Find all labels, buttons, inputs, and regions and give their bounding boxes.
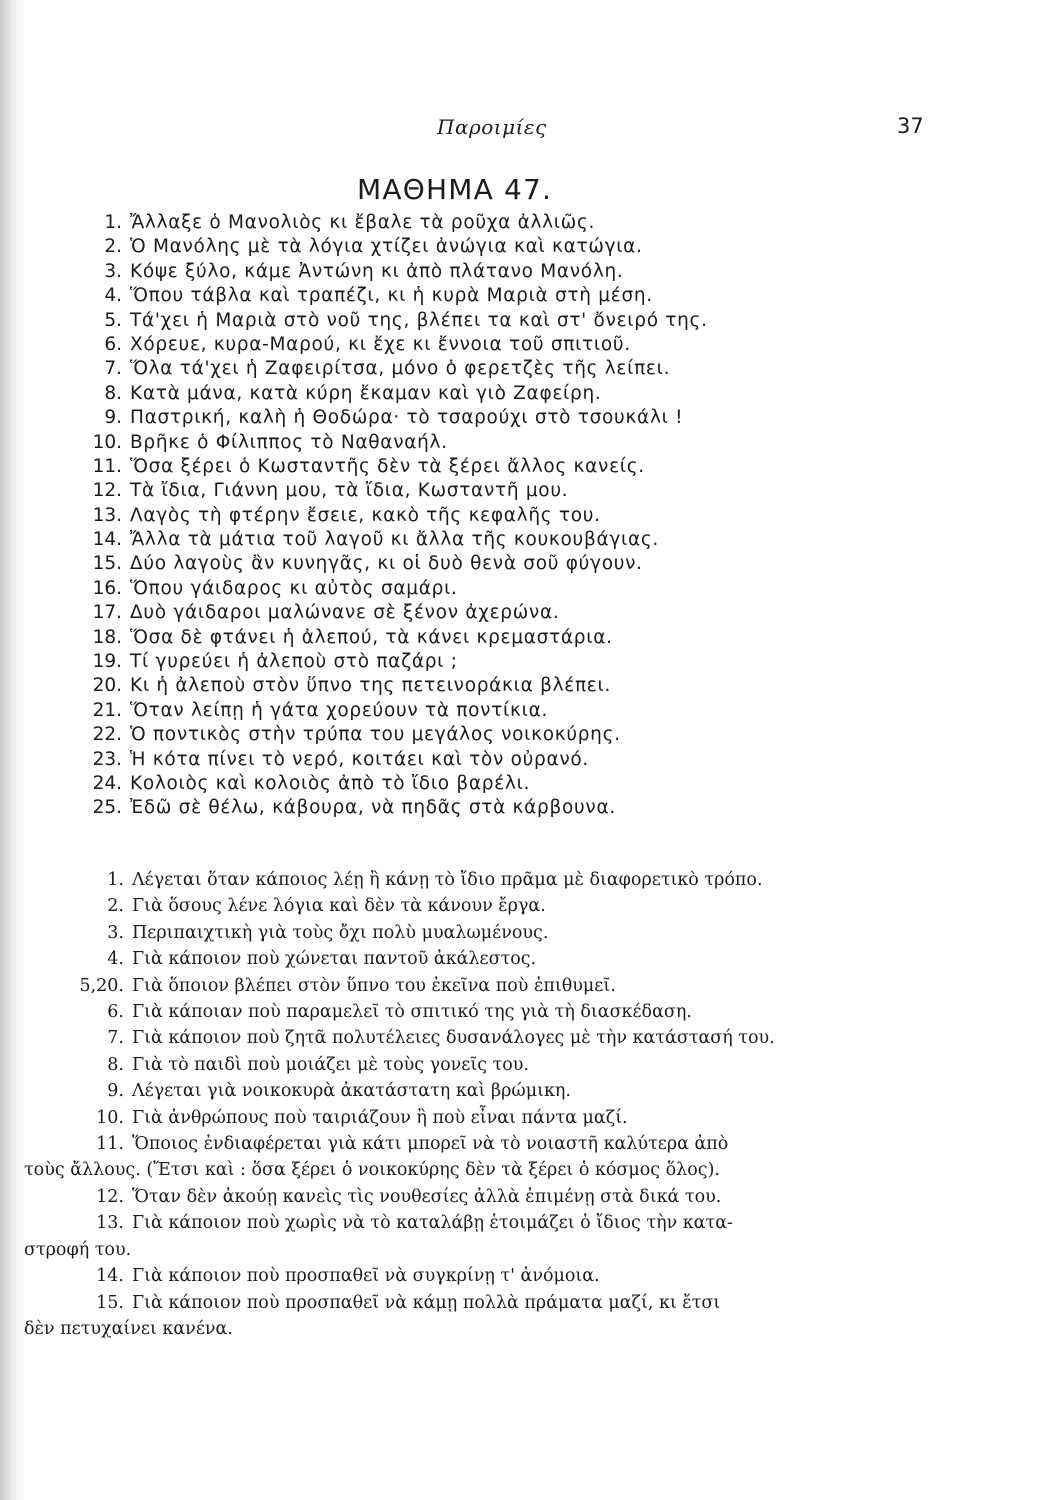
meaning-item: [24, 1263, 924, 1289]
meaning-item: [24, 946, 924, 972]
meaning-number: 11.: [96, 1134, 124, 1155]
proverb-text: Τά'χει ἡ Μαριὰ στὸ νοῦ της, βλέπει τα καὶ στ' ὄνειρό της.: [130, 309, 708, 331]
proverb-text: Ὅσα δὲ φτάνει ἡ ἀλεπού, τὰ κάνει κρεμαστάρια.: [130, 626, 613, 648]
proverb-text: Ἄλλαξε ὁ Μανολιὸς κι ἔβαλε τὰ ροῦχα ἀλλιῶς.: [130, 212, 596, 233]
meaning-number: 4.: [107, 949, 124, 970]
meaning-item: [24, 1078, 924, 1104]
page-edge-shadow: [0, 0, 26, 1500]
proverb-item: [90, 333, 930, 357]
proverb-number: 19.: [92, 651, 122, 673]
proverb-item: [90, 504, 930, 528]
page-number: 37: [897, 114, 924, 138]
proverb-item: [90, 748, 930, 772]
proverb-number: 4.: [104, 285, 122, 307]
meaning-text: Περιπαιχτικὴ γιὰ τοὺς ὄχι πολὺ μυαλωμένους.: [132, 922, 549, 943]
proverb-text: Τί γυρεύει ἡ ἀλεποὺ στὸ παζάρι ;: [130, 651, 458, 673]
proverb-item: [90, 674, 930, 698]
meaning-text: Ὅποιος ἐνδιαφέρεται γιὰ κάτι μπορεῖ νὰ τὸ νοιαστῆ καλύτερα ἀπὸ: [132, 1134, 729, 1155]
proverb-item: [90, 528, 930, 552]
proverb-text: Ὅπου γάιδαρος κι αὐτὸς σαμάρι.: [130, 577, 458, 599]
meaning-item: [24, 920, 924, 946]
proverb-text: Δυὸ γάιδαροι μαλώνανε σὲ ξένον ἀχερώνα.: [130, 602, 560, 624]
meaning-list: [24, 867, 924, 1342]
meaning-text: Γιὰ κάποιαν ποὺ παραμελεῖ τὸ σπιτικό της γιὰ τὴ διασκέδαση.: [132, 1002, 692, 1023]
proverb-text: Ὁ ποντικὸς στὴν τρύπα του μεγάλος νοικοκύρης.: [130, 724, 621, 746]
meaning-number: 5,20.: [79, 975, 124, 996]
proverb-item: [90, 211, 930, 235]
meaning-item: [24, 973, 924, 999]
meaning-number: 10.: [96, 1107, 124, 1128]
meaning-text: Γιὰ τὸ παιδὶ ποὺ μοιάζει μὲ τοὺς γονεῖς του.: [132, 1054, 529, 1075]
proverb-text: Ὅπου τάβλα καὶ τραπέζι, κι ἡ κυρὰ Μαριὰ στὴ μέση.: [130, 285, 653, 307]
proverb-number: 12.: [92, 480, 122, 502]
proverb-item: [90, 552, 930, 576]
proverb-text: Ὅσα ξέρει ὁ Κωσταντῆς δὲν τὰ ξέρει ἄλλος κανείς.: [130, 455, 645, 477]
proverb-number: 22.: [92, 724, 122, 746]
proverb-item: [90, 235, 930, 259]
proverb-number: 10.: [92, 431, 122, 453]
proverb-text: Λαγὸς τὴ φτέρην ἔσειε, κακὸ τῆς κεφαλῆς του.: [130, 504, 601, 526]
meaning-number: 8.: [107, 1054, 124, 1075]
meaning-item: [24, 1290, 924, 1343]
meaning-text: Γιὰ κάποιον ποὺ ζητᾶ πολυτέλειες δυσανάλογες μὲ τὴν κατάστασή του.: [132, 1028, 775, 1049]
proverb-item: [90, 772, 930, 796]
proverb-list: [90, 211, 930, 821]
proverb-number: 11.: [92, 455, 122, 477]
meaning-text: Γιὰ κάποιον ποὺ χωρὶς νὰ τὸ καταλάβῃ ἑτοιμάζει ὁ ἴδιος τὴν κατα-: [132, 1213, 733, 1234]
proverb-number: 14.: [92, 529, 122, 551]
proverb-text: Χόρευε, κυρα-Μαρού, κι ἔχε κι ἔννοια τοῦ σπιτιοῦ.: [130, 333, 631, 355]
proverb-number: 2.: [104, 236, 122, 258]
meaning-item: [24, 1131, 924, 1184]
proverb-number: 25.: [92, 797, 122, 819]
proverb-number: 18.: [92, 626, 122, 648]
meaning-item: [24, 1210, 924, 1263]
meaning-item: [24, 1184, 924, 1210]
meaning-item: [24, 893, 924, 919]
lesson-title: ΜΑΘΗΜΑ 47.: [357, 173, 553, 206]
proverb-number: 21.: [92, 699, 122, 721]
meaning-text: Γιὰ κάποιον ποὺ προσπαθεῖ νὰ κάμῃ πολλὰ πράματα μαζί, κι ἔτσι: [132, 1292, 721, 1313]
proverb-item: [90, 357, 930, 381]
proverb-number: 6.: [104, 333, 122, 355]
proverb-number: 20.: [92, 675, 122, 697]
proverb-item: [90, 455, 930, 479]
meaning-text: Γιὰ ὅσους λένε λόγια καὶ δὲν τὰ κάνουν ἔργα.: [132, 896, 546, 917]
proverb-text: Ἐδῶ σὲ θέλω, κάβουρα, νὰ πηδᾶς στὰ κάρβουνα.: [130, 797, 616, 819]
meaning-number: 1.: [107, 870, 124, 890]
meaning-number: 2.: [107, 896, 124, 917]
proverb-item: [90, 431, 930, 455]
proverb-item: [90, 650, 930, 674]
proverb-item: [90, 406, 930, 430]
meaning-text: Γιὰ κάποιον ποὺ χώνεται παντοῦ ἀκάλεστος.: [132, 949, 537, 970]
proverb-number: 3.: [104, 260, 122, 282]
meaning-number: 15.: [96, 1292, 124, 1313]
meaning-text: Γιὰ ὅποιον βλέπει στὸν ὕπνο του ἐκεῖνα ποὺ ἐπιθυμεῖ.: [132, 975, 616, 996]
meaning-number: 7.: [107, 1028, 124, 1049]
proverb-item: [90, 284, 930, 308]
meaning-continuation: τοὺς ἄλλους. (Ἔτσι καὶ : ὅσα ξέρει ὁ νοικοκύρης δὲν τὰ ξέρει ὁ κόσμος ὅλος).: [24, 1160, 720, 1181]
proverb-text: Ὅλα τά'χει ἡ Ζαφειρίτσα, μόνο ὁ φερετζὲς τῆς λείπει.: [130, 358, 671, 380]
proverb-number: 1.: [104, 212, 122, 233]
proverb-item: [90, 577, 930, 601]
meaning-number: 3.: [107, 922, 124, 943]
meaning-text: Ὅταν δὲν ἀκούῃ κανεὶς τὶς νουθεσίες ἀλλὰ ἐπιμένῃ στὰ δικά του.: [132, 1186, 722, 1207]
proverb-item: [90, 382, 930, 406]
meaning-text: Γιὰ κάποιον ποὺ προσπαθεῖ νὰ συγκρίνῃ τ' ἀνόμοια.: [132, 1266, 600, 1287]
proverb-number: 15.: [92, 553, 122, 575]
proverb-number: 23.: [92, 748, 122, 770]
proverb-item: [90, 723, 930, 747]
meaning-item: [24, 867, 924, 893]
meaning-item: [24, 1052, 924, 1078]
proverb-text: Δύο λαγοὺς ἂν κυνηγᾶς, κι οἱ δυὸ θενὰ σοῦ φύγουν.: [130, 553, 643, 575]
proverb-item: [90, 309, 930, 333]
meaning-continuation: στροφή του.: [24, 1239, 132, 1260]
meaning-number: 13.: [96, 1213, 124, 1234]
proverb-number: 5.: [104, 309, 122, 331]
meaning-item: [24, 1105, 924, 1131]
proverb-item: [90, 601, 930, 625]
proverb-number: 17.: [92, 602, 122, 624]
meaning-continuation: δὲν πετυχαίνει κανένα.: [24, 1318, 233, 1339]
proverb-text: Κόψε ξύλο, κάμε Ἀντώνη κι ἀπὸ πλάτανο Μανόλη.: [130, 260, 624, 282]
meaning-number: 6.: [107, 1002, 124, 1023]
meaning-text: Λέγεται γιὰ νοικοκυρὰ ἀκατάστατη καὶ βρώμικη.: [132, 1081, 571, 1102]
proverb-number: 13.: [92, 504, 122, 526]
meaning-number: 9.: [107, 1081, 124, 1102]
proverb-number: 9.: [104, 407, 122, 429]
proverb-number: 8.: [104, 382, 122, 404]
proverb-number: 16.: [92, 577, 122, 599]
proverb-text: Κατὰ μάνα, κατὰ κύρη ἔκαμαν καὶ γιὸ Ζαφείρη.: [130, 382, 602, 404]
proverb-item: [90, 626, 930, 650]
meaning-text: Λέγεται ὅταν κάποιος λέῃ ἢ κάνῃ τὸ ἴδιο πρᾶμα μὲ διαφορετικὸ τρόπο.: [132, 870, 763, 890]
proverb-number: 7.: [104, 358, 122, 380]
meaning-item: [24, 999, 924, 1025]
proverb-item: [90, 479, 930, 503]
proverb-text: Βρῆκε ὁ Φίλιππος τὸ Ναθαναήλ.: [130, 431, 448, 453]
proverb-item: [90, 699, 930, 723]
meaning-item: [24, 1025, 924, 1051]
proverb-text: Ἡ κότα πίνει τὸ νερό, κοιτάει καὶ τὸν οὐρανό.: [130, 748, 589, 770]
proverb-text: Κι ἡ ἀλεποὺ στὸν ὕπνο της πετεινοράκια βλέπει.: [130, 675, 612, 697]
proverb-text: Κολοιὸς καὶ κολοιὸς ἀπὸ τὸ ἴδιο βαρέλι.: [130, 772, 531, 794]
proverb-text: Ὅταν λείπῃ ἡ γάτα χορεύουν τὰ ποντίκια.: [130, 699, 549, 721]
proverb-number: 24.: [92, 772, 122, 794]
proverb-item: [90, 796, 930, 820]
proverb-text: Ἄλλα τὰ μάτια τοῦ λαγοῦ κι ἄλλα τῆς κουκουβάγιας.: [130, 529, 659, 551]
meaning-number: 14.: [96, 1266, 124, 1287]
meaning-number: 12.: [96, 1186, 124, 1207]
proverb-item: [90, 260, 930, 284]
meaning-text: Γιὰ ἀνθρώπους ποὺ ταιριάζουν ἢ ποὺ εἶναι πάντα μαζί.: [132, 1107, 628, 1128]
proverb-text: Παστρική, καλὴ ἡ Θοδώρα· τὸ τσαρούχι στὸ τσουκάλι !: [130, 407, 684, 429]
running-head: Παροιμίες: [437, 115, 547, 139]
proverb-text: Τὰ ἴδια, Γιάννη μου, τὰ ἴδια, Κωσταντῆ μου.: [130, 480, 569, 502]
proverb-text: Ὁ Μανόλης μὲ τὰ λόγια χτίζει ἀνώγια καὶ κατώγια.: [130, 236, 643, 258]
